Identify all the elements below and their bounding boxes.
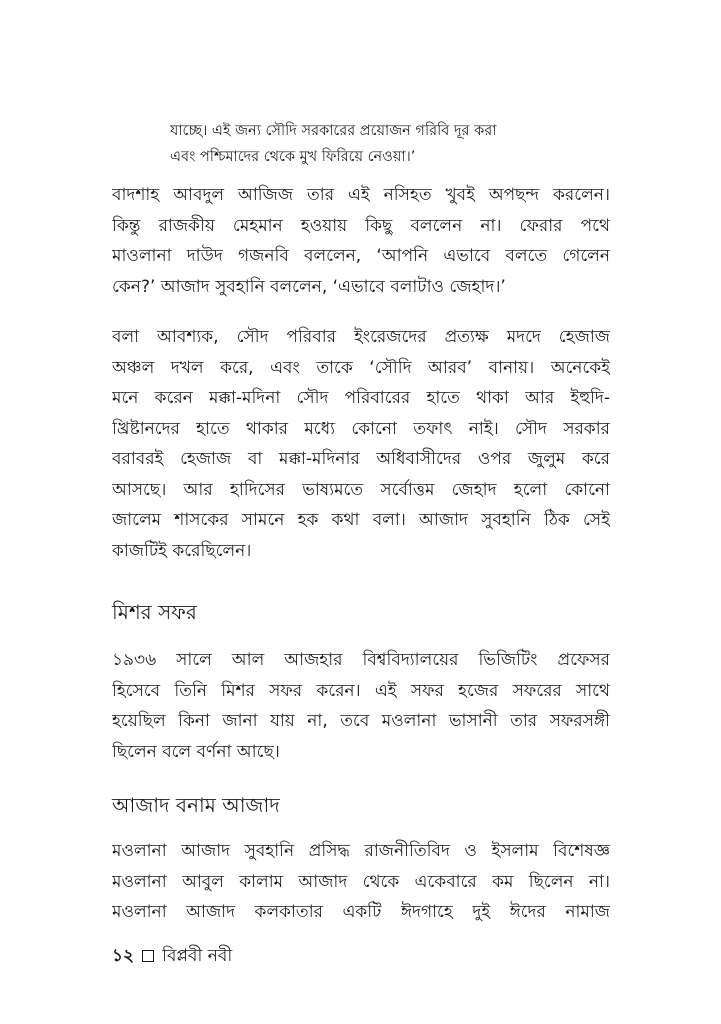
book-title: বিপ্লবী নবী — [162, 946, 233, 966]
text-line: কিন্তু রাজকীয় মেহমান হওয়ায় কিছু বললেন না। ফেরার পথে — [112, 215, 610, 236]
page-number: ১২ — [112, 946, 135, 966]
quote-line: এবং পশ্চিমাদের থেকে মুখ ফিরিয়ে নেওয়া।’ — [170, 149, 416, 165]
text-line: হিসেবে তিনি মিশর সফর করেন। এই সফর হজের সফরের সাথে — [112, 680, 610, 701]
text-line: মনে করেন মক্কা-মদিনা সৌদ পরিবারের হাতে থাকা আর ইহুদি- — [112, 388, 610, 408]
square-box-icon — [142, 950, 154, 962]
text-line: কাজটিই করেছিলেন। — [112, 540, 252, 561]
text-line: ১৯৩৬ সালে আল আজহার বিশ্ববিদ্যালয়ের ভিজিটিং প্রফেসর — [112, 650, 610, 670]
block-quote — [170, 118, 610, 170]
text-line: অঞ্চল দখল করে, এবং তাকে ‘সৌদি আরব’ বানায়। অনেকেই — [112, 357, 610, 378]
page-footer — [112, 944, 232, 968]
section-heading-azad-bonam-azad: আজাদ বনাম আজাদ — [112, 793, 280, 817]
text-line: বলা আবশ্যক, সৌদ পরিবার ইংরেজদের প্রত্যক্ষ মদদে হেজাজ — [112, 327, 610, 347]
text-line: মাওলানা দাউদ গজনবি বললেন, ‘আপনি এভাবে বলতে গেলেন — [112, 246, 610, 266]
paragraph-egypt-trip — [112, 645, 610, 767]
paragraph-saud-family — [112, 322, 610, 566]
text-line: মওলানা আজাদ কলকাতার একটি ঈদগাহে দুই ঈদের নামাজ — [112, 902, 610, 922]
text-line: মওলানা আজাদ সুবহানি প্রসিদ্ধ রাজনীতিবিদ ও ইসলাম বিশেষজ্ঞ — [112, 841, 610, 861]
text-line: আসছে। আর হাদিসের ভাষ্যমতে সর্বোত্তম জেহাদ হলো কোনো — [112, 479, 610, 500]
text-line: হয়েছিল কিনা জানা যায় না, তবে মওলানা ভাসানী তার সফরসঙ্গী — [112, 711, 610, 731]
quote-line: যাচ্ছে। এই জন্য সৌদি সরকারের প্রয়োজন গরিবি দূর করা — [170, 123, 497, 139]
text-line: মওলানা আবুল কালাম আজাদ থেকে একেবারে কম ছিলেন না। — [112, 871, 610, 892]
paragraph-king-response — [112, 180, 610, 302]
paragraph-azad-comparison — [112, 836, 610, 928]
text-line: কেন?’ আজাদ সুবহানি বললেন, ‘এভাবে বলাটাও জেহাদ।’ — [112, 276, 506, 297]
text-line: বরাবরই হেজাজ বা মক্কা-মদিনার অধিবাসীদের ওপর জুলুম করে — [112, 449, 610, 469]
text-line: খ্রিষ্টানদের হাতে থাকার মধ্যে কোনো তফাৎ নাই। সৌদ সরকার — [112, 418, 610, 439]
text-line: ছিলেন বলে বর্ণনা আছে। — [112, 741, 280, 762]
section-heading-mishor-sofor: মিশর সফর — [112, 600, 197, 624]
text-line: বাদশাহ আবদুল আজিজ তার এই নসিহত খুবই অপছন্দ করলেন। — [112, 185, 610, 205]
text-line: জালেম শাসকের সামনে হক কথা বলা। আজাদ সুবহানি ঠিক সেই — [112, 510, 610, 530]
